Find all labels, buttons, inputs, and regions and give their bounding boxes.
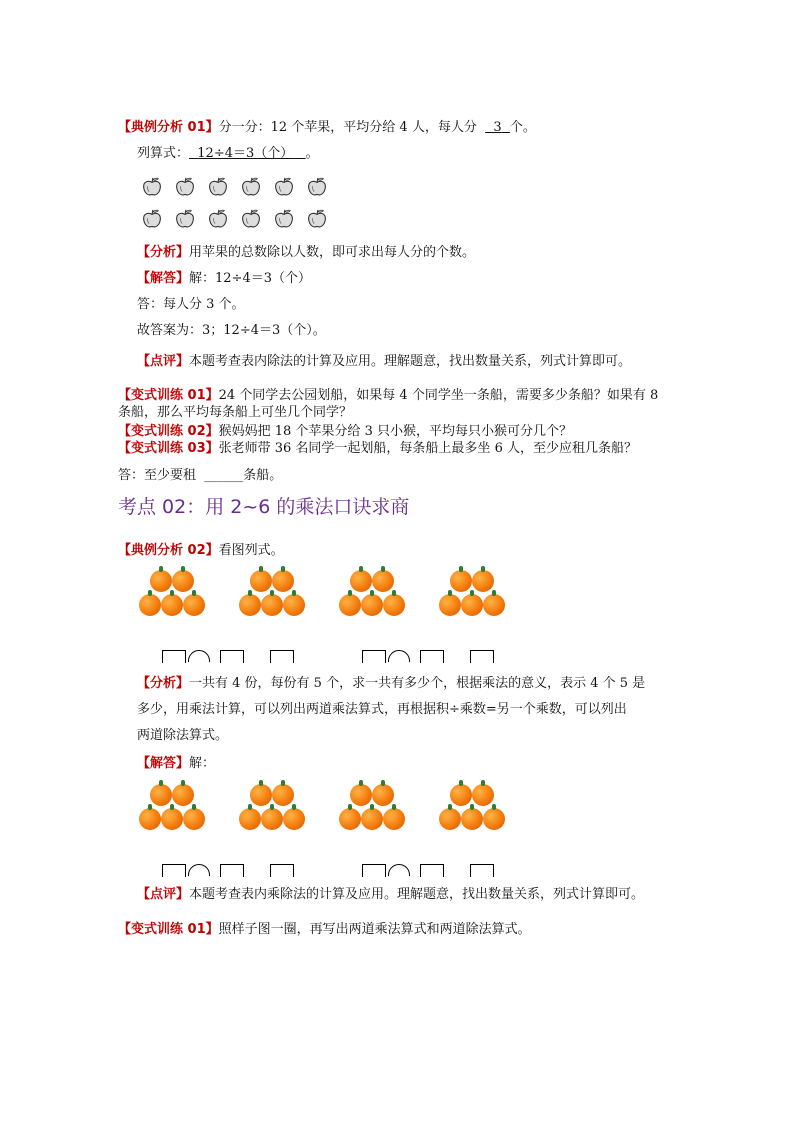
variant-text: 照样子图一圈，再写出两道乘法算式和两道除法算式。 xyxy=(218,922,531,937)
orange-icon xyxy=(483,594,505,616)
orange-icon xyxy=(383,808,405,830)
comment-text: 本题考查表内乘除法的计算及应用。理解题意，找出数量关系，列式计算即可。 xyxy=(189,887,645,902)
variant-answer-line xyxy=(118,468,282,484)
orange-icon xyxy=(439,808,461,830)
variant-tag: 【变式训练 01】 xyxy=(118,922,219,937)
answer-text: 解： xyxy=(189,756,216,771)
orange-icon xyxy=(239,808,261,830)
orange-icon xyxy=(139,808,161,830)
orange-icon xyxy=(161,808,183,830)
operator-circle[interactable] xyxy=(188,650,210,672)
orange-icon xyxy=(261,808,283,830)
comment-tag: 【点评】 xyxy=(137,887,190,902)
answer-line xyxy=(137,271,311,287)
answer-tag: 【解答】 xyxy=(137,756,190,771)
reply-line: 答：每人分 3 个。 xyxy=(137,297,245,312)
orange-illustration-answer xyxy=(137,782,509,874)
example1-prompt xyxy=(118,120,536,136)
orange-group xyxy=(137,568,209,630)
operator-circle[interactable] xyxy=(388,864,410,886)
orange-icon xyxy=(361,808,383,830)
orange-icon xyxy=(472,570,494,592)
answer-box[interactable] xyxy=(220,650,244,663)
comment-line xyxy=(137,354,631,370)
example-tag: 【典例分析 02】 xyxy=(118,543,219,558)
answer-text: 解：12÷4＝3（个） xyxy=(189,271,311,286)
orange-icon xyxy=(150,570,172,592)
formula-end: 。 xyxy=(305,146,319,161)
orange-icon xyxy=(172,784,194,806)
variant-02 xyxy=(118,424,572,440)
orange-icon xyxy=(461,808,483,830)
orange-icon xyxy=(383,594,405,616)
apple-icon xyxy=(273,208,295,230)
variant-tag: 【变式训练 02】 xyxy=(118,424,219,439)
orange-group xyxy=(337,782,409,844)
orange-icon xyxy=(183,808,205,830)
apple-icon xyxy=(306,208,328,230)
apple-icon xyxy=(240,208,262,230)
analysis-text: 用苹果的总数除以人数，即可求出每人分的个数。 xyxy=(189,245,476,260)
orange-icon xyxy=(183,594,205,616)
orange-icon xyxy=(461,594,483,616)
analysis-line xyxy=(137,245,475,261)
answer-line xyxy=(137,756,215,772)
variant-answer-suffix: 条船。 xyxy=(243,468,283,483)
orange-icon xyxy=(272,570,294,592)
apple-icon xyxy=(174,176,196,198)
answer-box[interactable] xyxy=(162,650,186,663)
variant-01-cont: 条船，那么平均每条船上可坐几个同学？ xyxy=(118,405,353,420)
prompt-text: 看图列式。 xyxy=(218,543,284,558)
orange-group xyxy=(237,568,309,630)
variant-text: 张老师带 36 名同学一起划船，每条船上最多坐 6 人，至少应租几条船？ xyxy=(218,441,637,456)
orange-icon xyxy=(350,570,372,592)
answer-box[interactable] xyxy=(162,864,186,877)
apple-illustration xyxy=(137,172,337,234)
apple-icon xyxy=(273,176,295,198)
orange-icon xyxy=(339,808,361,830)
variant-01 xyxy=(118,388,658,404)
orange-icon xyxy=(350,784,372,806)
section-heading: 考点 02：用 2~6 的乘法口诀求商 xyxy=(118,496,410,518)
orange-icon xyxy=(439,594,461,616)
answer-box[interactable] xyxy=(470,864,494,877)
answer-box[interactable] xyxy=(420,650,444,663)
orange-group xyxy=(137,782,209,844)
equation-boxes[interactable] xyxy=(162,864,302,874)
example-tag: 【典例分析 01】 xyxy=(118,120,219,135)
variant-text: 24 个同学去公园划船，如果每 4 个同学坐一条船，需要多少条船？如果有 8 xyxy=(218,388,659,403)
orange-icon xyxy=(272,784,294,806)
orange-icon xyxy=(450,570,472,592)
operator-circle[interactable] xyxy=(188,864,210,886)
apple-icon xyxy=(306,176,328,198)
orange-group xyxy=(337,568,409,630)
comment-line xyxy=(137,887,644,903)
variant-03 xyxy=(118,441,637,457)
orange-icon xyxy=(172,570,194,592)
orange-illustration xyxy=(137,568,509,660)
operator-circle[interactable] xyxy=(388,650,410,672)
orange-icon xyxy=(250,784,272,806)
answer-box[interactable] xyxy=(420,864,444,877)
variant-tag: 【变式训练 01】 xyxy=(118,388,219,403)
variant2-line xyxy=(118,922,531,938)
answer-box[interactable] xyxy=(270,650,294,663)
orange-icon xyxy=(472,784,494,806)
comment-tag: 【点评】 xyxy=(137,354,190,369)
answer-blank: 3 xyxy=(493,120,502,135)
orange-icon xyxy=(339,594,361,616)
apple-icon xyxy=(141,208,163,230)
answer-box[interactable] xyxy=(362,864,386,877)
apple-icon xyxy=(207,208,229,230)
formula-label: 列算式： xyxy=(137,146,190,161)
answer-box[interactable] xyxy=(270,864,294,877)
answer-box[interactable] xyxy=(362,650,386,663)
variant-answer-prefix: 答：至少要租 xyxy=(118,468,197,483)
variant-tag: 【变式训练 03】 xyxy=(118,441,219,456)
orange-group xyxy=(437,568,509,630)
orange-icon xyxy=(239,594,261,616)
apple-icon xyxy=(174,208,196,230)
orange-icon xyxy=(150,784,172,806)
equation-boxes[interactable] xyxy=(362,864,502,874)
orange-icon xyxy=(450,784,472,806)
orange-icon xyxy=(139,594,161,616)
comment-text: 本题考查表内除法的计算及应用。理解题意，找出数量关系，列式计算即可。 xyxy=(189,354,632,369)
variant-text: 猴妈妈把 18 个苹果分给 3 只小猴，平均每只小猴可分几个？ xyxy=(218,424,572,439)
answer-tag: 【解答】 xyxy=(137,271,190,286)
prompt-text: 分一分：12 个苹果，平均分给 4 人，每人分 xyxy=(218,120,477,135)
orange-icon xyxy=(483,808,505,830)
formula-value: 12÷4＝3（个） xyxy=(197,146,294,161)
orange-icon xyxy=(372,570,394,592)
analysis-line xyxy=(137,676,645,692)
formula-line xyxy=(137,146,319,162)
analysis-line-2: 多少，用乘法计算，可以列出两道乘法算式，再根据积÷乘数=另一个乘数，可以列出 xyxy=(137,702,627,717)
prompt-end: 个。 xyxy=(509,120,536,135)
apple-icon xyxy=(240,176,262,198)
apple-icon xyxy=(207,176,229,198)
answer-box[interactable] xyxy=(470,650,494,663)
variant-answer-blank: ______ xyxy=(204,468,244,483)
answer-box[interactable] xyxy=(220,864,244,877)
orange-group xyxy=(437,782,509,844)
analysis-tag: 【分析】 xyxy=(137,245,190,260)
orange-icon xyxy=(361,594,383,616)
apple-icon xyxy=(141,176,163,198)
final-answer-line: 故答案为：3；12÷4＝3（个）。 xyxy=(137,323,326,338)
orange-icon xyxy=(283,594,305,616)
orange-icon xyxy=(161,594,183,616)
orange-group xyxy=(237,782,309,844)
orange-icon xyxy=(250,570,272,592)
orange-icon xyxy=(372,784,394,806)
orange-icon xyxy=(261,594,283,616)
equation-boxes[interactable] xyxy=(162,650,302,660)
example2-prompt xyxy=(118,543,284,559)
analysis-text: 一共有 4 份，每份有 5 个，求一共有多少个，根据乘法的意义，表示 4 个 5 是 xyxy=(189,676,646,691)
orange-icon xyxy=(283,808,305,830)
equation-boxes[interactable] xyxy=(362,650,502,660)
analysis-line-3: 两道除法算式。 xyxy=(137,728,229,743)
analysis-tag: 【分析】 xyxy=(137,676,190,691)
